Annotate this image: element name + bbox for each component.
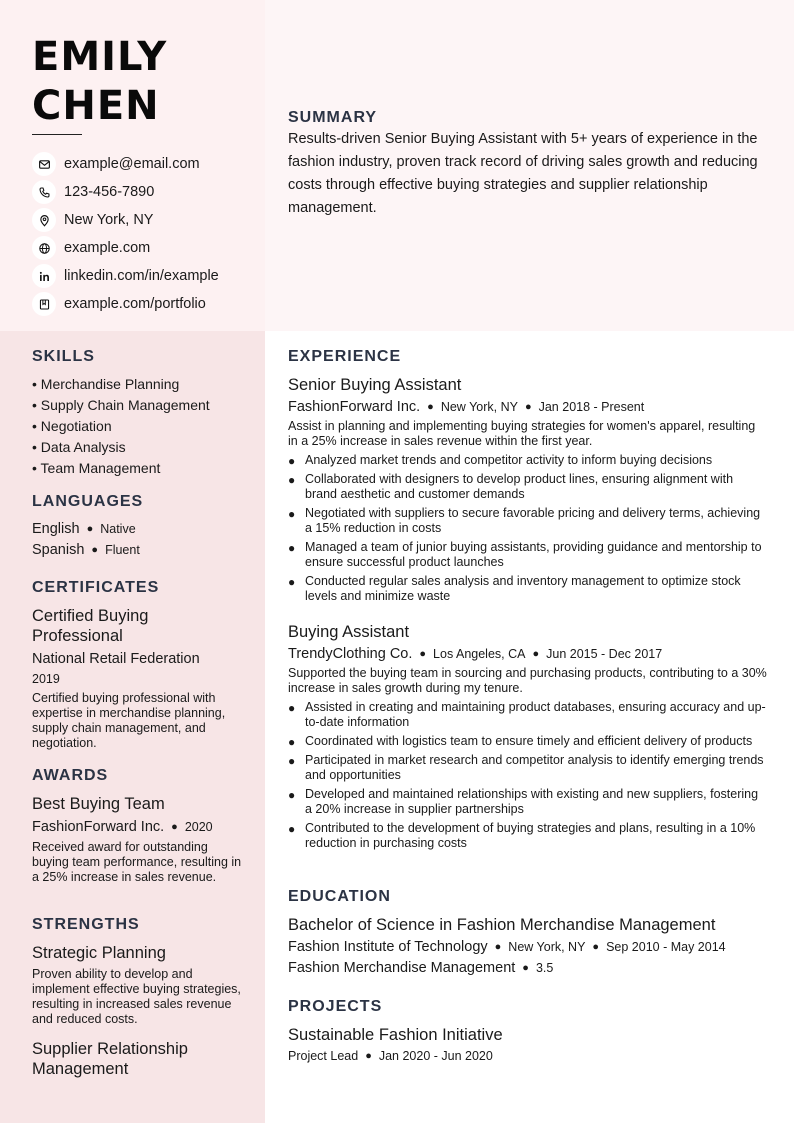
strength-entry — [32, 1039, 242, 1079]
job-title: Buying Assistant — [288, 623, 410, 641]
strength-description: Proven ability to develop and implement effective buying strategies, resulting in increased sales revenue and reduced costs. — [32, 967, 241, 1026]
job-location: New York, NY — [440, 400, 518, 414]
portfolio-icon — [32, 292, 56, 316]
name-divider — [32, 134, 82, 135]
last-name: CHEN — [32, 83, 160, 129]
contact-linkedin[interactable] — [32, 262, 219, 290]
bullet-item: ● Analyzed market trends and competitor activity to inform buying decisions — [288, 453, 713, 468]
skills-heading: SKILLS — [32, 348, 95, 365]
award-org: FashionForward Inc. — [32, 819, 165, 835]
linkedin-icon — [32, 264, 56, 288]
skill-item: • Negotiation — [32, 418, 112, 434]
award-description: Received award for outstanding buying team performance, resulting in a 25% increase in sales revenue. — [32, 840, 242, 884]
bullet-item: ● Participated in market research and competitor analysis to identify emerging trends and opportunities — [288, 753, 764, 782]
certificate-name: Certified Buying Professional — [32, 607, 149, 645]
education-field-row: Fashion Merchandise Management ● 3.5 — [288, 960, 554, 976]
bullet-item: ● Collaborated with designers to develop product lines, ensuring alignment with brand aesthetic and customer demands — [288, 472, 734, 501]
strength-name: Supplier Relationship Management — [32, 1040, 188, 1078]
location-pin-icon — [32, 208, 56, 232]
certificate-issuer: National Retail Federation — [32, 651, 200, 667]
language-level: Fluent — [105, 543, 140, 557]
candidate-name — [32, 33, 167, 131]
contact-portfolio-text: example.com/portfolio — [64, 296, 206, 312]
skills-list — [32, 374, 242, 479]
contact-location — [32, 206, 219, 234]
award-entry — [32, 794, 242, 885]
project-meta: Project Lead ● Jan 2020 - Jun 2020 — [288, 1049, 493, 1063]
bullet-item: ● Assisted in creating and maintaining product databases, ensuring accuracy and up-to-date information — [288, 700, 766, 729]
education-heading: EDUCATION — [288, 888, 391, 905]
strength-name: Strategic Planning — [32, 944, 166, 962]
contact-portfolio[interactable] — [32, 290, 219, 318]
certificates-heading: CERTIFICATES — [32, 579, 160, 596]
awards-heading: AWARDS — [32, 767, 109, 784]
bullet-item: ● Negotiated with suppliers to secure favorable pricing and delivery terms, achieving a 15% reduction in costs — [288, 506, 761, 535]
summary-heading: SUMMARY — [288, 109, 378, 126]
skill-item: • Data Analysis — [32, 439, 126, 455]
contact-email[interactable] — [32, 150, 219, 178]
projects-heading: PROJECTS — [288, 998, 383, 1015]
languages-heading: LANGUAGES — [32, 493, 144, 510]
contact-phone[interactable] — [32, 178, 219, 206]
contact-website[interactable] — [32, 234, 219, 262]
skill-item: • Team Management — [32, 460, 161, 476]
job-description: Assist in planning and implementing buying strategies for women's apparel, resulting in a 25% increase in sales revenue within the first year. — [288, 419, 756, 448]
project-role: Project Lead — [288, 1049, 359, 1063]
job-bullets — [288, 453, 768, 604]
mail-icon — [32, 152, 56, 176]
strength-entry — [32, 943, 242, 1027]
education-meta: Fashion Institute of Technology ● New York, NY ● Sep 2010 - May 2014 — [288, 939, 726, 955]
language-name: English — [32, 521, 80, 537]
job-bullets — [288, 700, 768, 851]
job-meta: TrendyClothing Co. ● Los Angeles, CA ● Jun 2015 - Dec 2017 — [288, 646, 663, 662]
strengths-heading: STRENGTHS — [32, 916, 140, 933]
job-title: Senior Buying Assistant — [288, 376, 462, 394]
experience-heading: EXPERIENCE — [288, 348, 402, 365]
languages-list — [32, 519, 242, 561]
contact-list — [32, 150, 219, 318]
skill-item: • Merchandise Planning — [32, 376, 180, 392]
bullet-item: ● Contributed to the development of buying strategies and plans, resulting in a 10% reduction in purchasing costs — [288, 821, 756, 850]
job-description: Supported the buying team in sourcing and purchasing products, contributing to a 30% increase in sales growth during my tenure. — [288, 666, 767, 695]
bullet-item: ● Managed a team of junior buying assistants, providing guidance and mentorship to ensure successful product launches — [288, 540, 762, 569]
language-name: Spanish — [32, 542, 85, 558]
contact-phone-text: 123-456-7890 — [64, 184, 155, 200]
contact-website-text: example.com — [64, 240, 151, 256]
contact-location-text: New York, NY — [64, 212, 154, 228]
education-degree: Bachelor of Science in Fashion Merchandise Management — [288, 916, 716, 934]
job-dates: Jan 2018 - Present — [538, 400, 645, 414]
award-name: Best Buying Team — [32, 795, 165, 813]
award-meta: FashionForward Inc. ● 2020 — [32, 819, 213, 835]
education-entry — [288, 915, 768, 978]
bullet-item: ● Developed and maintained relationships with existing and new suppliers, fostering a 20% increase in supplier partnerships — [288, 787, 759, 816]
first-name: EMILY — [32, 34, 168, 80]
project-entry — [288, 1025, 768, 1065]
certificate-description: Certified buying professional with expertise in merchandise planning, supply chain management, and negotiation. — [32, 691, 226, 750]
skill-item: • Supply Chain Management — [32, 397, 210, 413]
job-meta: FashionForward Inc. ● New York, NY ● Jan 2018 - Present — [288, 399, 645, 415]
project-dates: Jan 2020 - Jun 2020 — [378, 1049, 493, 1063]
job-company: TrendyClothing Co. — [288, 646, 413, 662]
certificate-entry — [32, 606, 242, 751]
language-item: Spanish ● Fluent — [32, 542, 140, 558]
project-name: Sustainable Fashion Initiative — [288, 1026, 503, 1044]
bullet-item: ● Conducted regular sales analysis and inventory management to optimize stock levels and minimize waste — [288, 574, 741, 603]
contact-linkedin-text: linkedin.com/in/example — [64, 268, 219, 284]
education-gpa: 3.5 — [535, 961, 554, 975]
education-field: Fashion Merchandise Management — [288, 960, 516, 976]
phone-icon — [32, 180, 56, 204]
contact-email-text: example@email.com — [64, 156, 200, 172]
job-entry — [288, 375, 768, 608]
education-location: New York, NY — [508, 940, 586, 954]
summary-text: Results-driven Senior Buying Assistant with 5+ years of experience in the fashion industry, proven track record of driving sales growth and reducing costs through effective buying strategies and supplier relationship management. — [288, 131, 758, 216]
education-school: Fashion Institute of Technology — [288, 939, 488, 955]
language-item: English ● Native — [32, 521, 136, 537]
bullet-item: ● Coordinated with logistics team to ensure timely and efficient delivery of products — [288, 734, 753, 749]
globe-icon — [32, 236, 56, 260]
job-location: Los Angeles, CA — [433, 647, 526, 661]
language-level: Native — [100, 522, 136, 536]
job-company: FashionForward Inc. — [288, 399, 421, 415]
education-dates: Sep 2010 - May 2014 — [606, 940, 726, 954]
certificate-year: 2019 — [32, 672, 60, 686]
job-dates: Jun 2015 - Dec 2017 — [546, 647, 663, 661]
award-year: 2020 — [184, 820, 213, 834]
job-entry — [288, 622, 768, 855]
